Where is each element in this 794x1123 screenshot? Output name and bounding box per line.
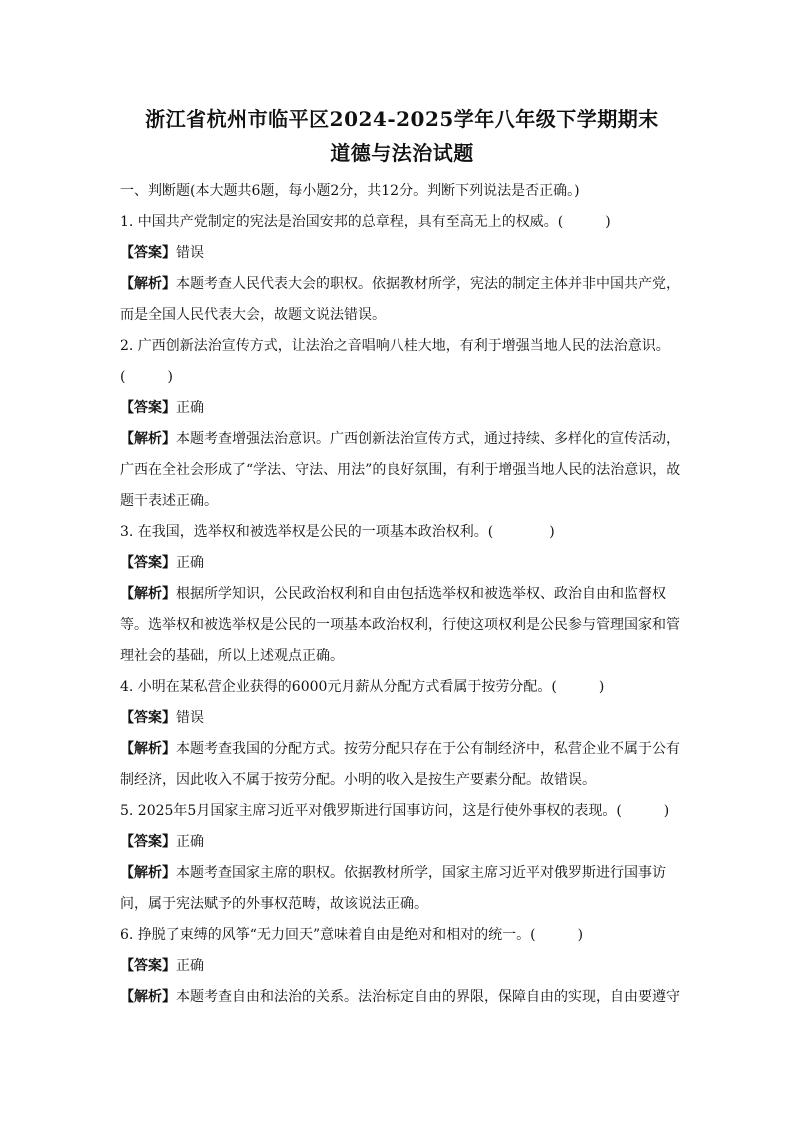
answer-tag: 【答案】 (120, 834, 176, 850)
answer-tag: 【答案】 (120, 958, 176, 974)
answer-value: 正确 (176, 834, 204, 850)
question-item (120, 517, 684, 672)
answer-line (120, 703, 684, 734)
question-item (120, 207, 684, 331)
question-stem: 6. 挣脱了束缚的风筝“无力回天”意味着自由是绝对和相对的统一。( ) (120, 927, 584, 943)
document-page (120, 100, 684, 1013)
answer-value: 正确 (176, 555, 204, 571)
answer-value: 正确 (176, 400, 204, 416)
question-stem: 3. 在我国，选举权和被选举权是公民的一项基本政治权利。( ) (120, 524, 555, 540)
question-stem: 4. 小明在某私营企业获得的6000元月薪从分配方式看属于按劳分配。( ) (120, 679, 605, 695)
analysis-tag: 【解析】 (120, 431, 176, 447)
analysis-line (120, 424, 684, 517)
answer-tag: 【答案】 (120, 400, 176, 416)
answer-line (120, 238, 684, 269)
document-subtitle: 道德与法治试题 (330, 141, 474, 165)
analysis-tag: 【解析】 (120, 741, 176, 757)
answer-line (120, 827, 684, 858)
answer-line (120, 951, 684, 982)
answer-line (120, 393, 684, 424)
answer-tag: 【答案】 (120, 710, 176, 726)
question-stem: 5. 2025年5月国家主席习近平对俄罗斯进行国事访问，这是行使外事权的表现。( ) (120, 803, 670, 819)
analysis-line (120, 982, 684, 1013)
analysis-tag: 【解析】 (120, 276, 176, 292)
question-item (120, 796, 684, 920)
analysis-tag: 【解析】 (120, 865, 176, 881)
analysis-tag: 【解析】 (120, 989, 176, 1005)
question-item (120, 920, 684, 1013)
answer-tag: 【答案】 (120, 555, 176, 571)
document-title: 浙江省杭州市临平区2024-2025学年八年级下学期期末 (145, 107, 659, 131)
question-stem-continued: ( ) (120, 369, 173, 385)
answer-tag: 【答案】 (120, 245, 176, 261)
question-item (120, 672, 684, 796)
question-item (120, 331, 684, 517)
analysis-tag: 【解析】 (120, 586, 176, 602)
analysis-line (120, 734, 684, 796)
analysis-line (120, 858, 684, 920)
answer-line (120, 548, 684, 579)
answer-value: 正确 (176, 958, 204, 974)
question-stem: 1. 中国共产党制定的宪法是治国安邦的总章程，具有至高无上的权威。( ) (120, 214, 611, 230)
question-stem: 2. 广西创新法治宣传方式，让法治之音唱响八桂大地，有利于增强当地人民的法治意识。 (120, 338, 670, 354)
answer-value: 错误 (176, 710, 204, 726)
section-heading: 一、判断题(本大题共6题，每小题2分，共12分。判断下列说法是否正确。) (120, 183, 580, 199)
document-body (120, 176, 684, 1013)
analysis-line (120, 269, 684, 331)
analysis-text: 本题考查人民代表大会的职权。依据教材所学，宪法的制定主体并非中国共产党，而是全国人民代表大会，故题文说法错误。 (120, 276, 680, 323)
analysis-line (120, 579, 684, 672)
analysis-text: 根据所学知识，公民政治权利和自由包括选举权和被选举权、政治自由和监督权等。选举权和被选举权是公民的一项基本政治权利，行使这项权利是公民参与管理国家和管理社会的基础，所以上述观点正确。 (120, 586, 680, 664)
analysis-text: 本题考查我国的分配方式。按劳分配只存在于公有制经济中，私营企业不属于公有制经济，因此收入不属于按劳分配。小明的收入是按生产要素分配。故错误。 (120, 741, 680, 788)
answer-value: 错误 (176, 245, 204, 261)
analysis-text: 本题考查增强法治意识。广西创新法治宣传方式，通过持续、多样化的宣传活动，广西在全社会形成了“学法、守法、用法”的良好氛围，有利于增强当地人民的法治意识，故题干表述正确。 (120, 431, 681, 509)
analysis-text: 本题考查国家主席的职权。依据教材所学，国家主席习近平对俄罗斯进行国事访问，属于宪法赋予的外事权范畴，故该说法正确。 (120, 865, 666, 912)
analysis-text: 本题考查自由和法治的关系。法治标定自由的界限，保障自由的实现，自由要遵守 (176, 989, 680, 1005)
